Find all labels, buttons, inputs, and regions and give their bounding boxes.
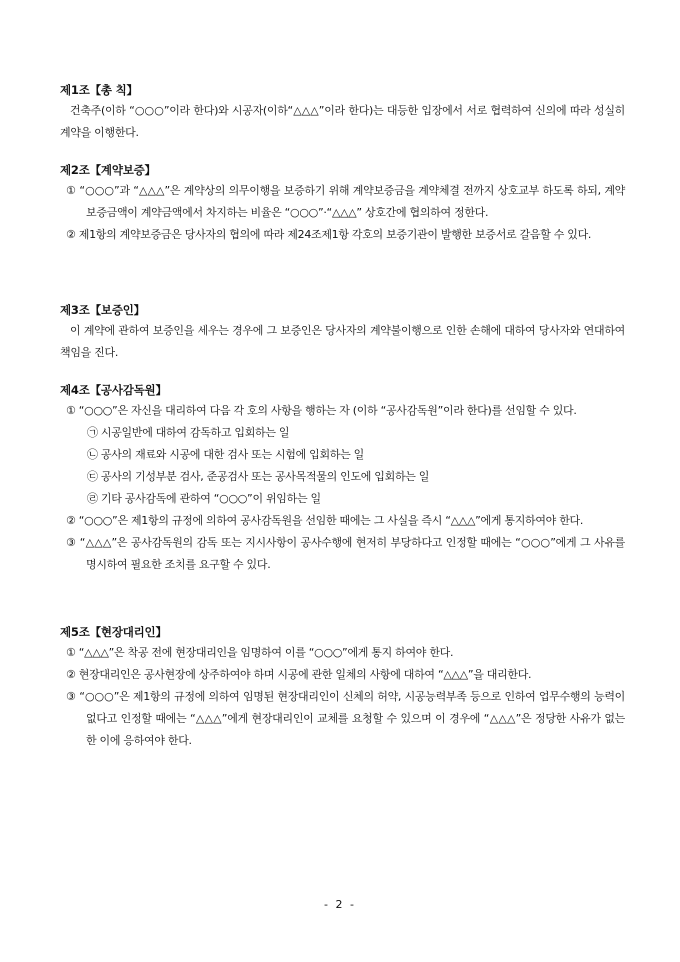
article-title: 제3조【보증인】 (60, 303, 145, 317)
article-item: ① “○○○”은 자신을 대리하여 다음 각 호의 사항을 행하는 자 (이하 “공사감독원”이라 한다)를 선임할 수 있다. (66, 404, 577, 417)
article-title: 제4조【공사감독원】 (60, 383, 167, 397)
article-subitem: ㉣ 기타 공사감독에 관하여 “○○○”이 위임하는 일 (87, 492, 321, 505)
article-4 (60, 380, 625, 576)
article-5 (60, 622, 625, 752)
article-item: ② 현장대리인은 공사현장에 상주하여야 하며 시공에 관한 일체의 사항에 대하여 “△△△”을 대리한다. (66, 668, 532, 681)
article-item: ③ “○○○”은 제1항의 규정에 의하여 임명된 현장대리인이 신체의 허약, 시공능력부족 등으로 인하여 업무수행의 능력이 없다고 인정할 때에는 “△△△”에게 현장대리인이 교체를 요청할 수 있으며 이 경우에 “△△△”은 정당한 사유가 없는 한 이에 응하여야 한다. (66, 690, 625, 747)
article-2 (60, 160, 625, 246)
article-item: ① “○○○”과 “△△△”은 계약상의 의무이행을 보증하기 위해 계약보증금을 계약체결 전까지 상호교부 하도록 하되, 계약보증금액이 계약금액에서 차지하는 비율은 “○○○”·“△△△” 상호간에 협의하여 정한다. (66, 184, 625, 219)
article-item: ③ “△△△”은 공사감독원의 감독 또는 지시사항이 공사수행에 현저히 부당하다고 인정할 때에는 “○○○”에게 그 사유를 명시하여 필요한 조치를 요구할 수 있다. (66, 536, 625, 571)
article-title: 제5조【현장대리인】 (60, 625, 167, 639)
article-item: ② 제1항의 계약보증금은 당사자의 협의에 따라 제24조제1항 각호의 보증기관이 발행한 보증서로 갈음할 수 있다. (66, 228, 592, 241)
article-3 (60, 300, 625, 364)
article-item: ② “○○○”은 제1항의 규정에 의하여 공사감독원을 선임한 때에는 그 사실을 즉시 “△△△”에게 통지하여야 한다. (66, 514, 584, 527)
article-subitem: ㉡ 공사의 재료와 시공에 대한 검사 또는 시험에 입회하는 일 (87, 448, 364, 461)
article-paragraph: 이 계약에 관하여 보증인을 세우는 경우에 그 보증인은 당사자의 계약불이행으로 인한 손해에 대하여 당사자와 연대하여 책임을 진다. (60, 324, 625, 359)
article-title: 제1조【총 칙】 (60, 83, 138, 97)
page-number: - 2 - (324, 898, 356, 911)
article-subitem: ㉢ 공사의 기성부분 검사, 준공검사 또는 공사목적물의 인도에 입회하는 일 (87, 470, 430, 483)
article-paragraph: 건축주(이하 “○○○”이라 한다)와 시공자(이하“△△△”이라 한다)는 대등한 입장에서 서로 협력하여 신의에 따라 성실히 계약을 이행한다. (60, 104, 625, 139)
article-subitem: ㉠ 시공일반에 대하여 감독하고 입회하는 일 (87, 426, 290, 439)
article-1 (60, 80, 625, 144)
article-item: ① “△△△”은 착공 전에 현장대리인을 임명하여 이를 “○○○”에게 통지 하여야 한다. (66, 646, 454, 659)
article-title: 제2조【계약보증】 (60, 163, 156, 177)
